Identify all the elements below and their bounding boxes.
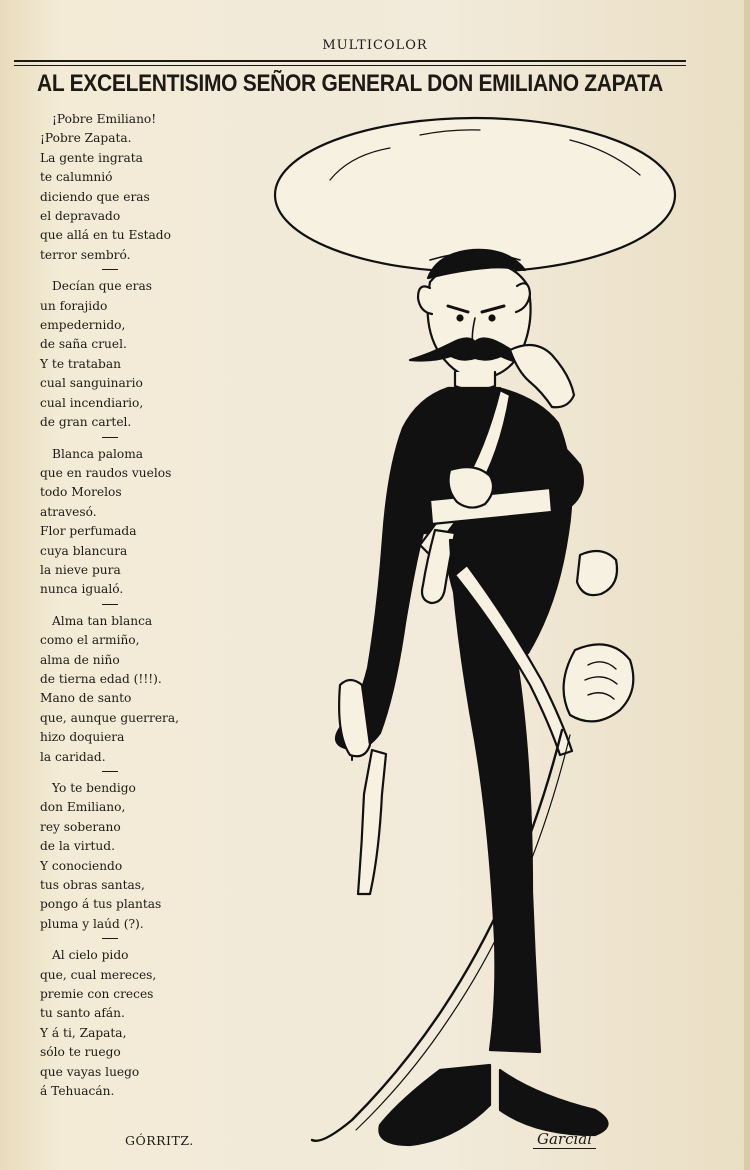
stanza-separator (102, 771, 118, 772)
right-boot (500, 1070, 608, 1135)
stanza-separator (102, 269, 118, 270)
poem-line: te calumnió (40, 170, 113, 185)
poem-line: Decían que eras (52, 279, 152, 294)
stanza-separator (102, 604, 118, 605)
header-rule (14, 60, 686, 62)
poem-line: La gente ingrata (40, 150, 143, 165)
stanza-separator (102, 938, 118, 939)
poem-line: la caridad. (40, 749, 106, 764)
stanza-separator (102, 437, 118, 438)
article-title: AL EXCELENTISIMO SEÑOR GENERAL DON EMILIANO ZAPATA (37, 70, 663, 97)
zapata-caricature-illustration (270, 110, 690, 1160)
left-boot (379, 1065, 490, 1145)
poem-line: cual sanguinario (40, 376, 143, 391)
poem-line: que, cual mereces, (40, 967, 157, 982)
poem-line: de la virtud. (40, 839, 115, 854)
running-header: MULTICOLOR (322, 38, 428, 53)
poem-line: diciendo que eras (40, 189, 150, 204)
poem-line: alma de niño (40, 652, 120, 667)
poem-line: de saña cruel. (40, 337, 127, 352)
poem-line: de tierna edad (!!!). (40, 671, 162, 686)
poem-line: á Tehuacán. (40, 1084, 115, 1099)
poem-stanza (40, 110, 240, 265)
poem-line: nunca igualó. (40, 582, 124, 597)
poem-line: pluma y laúd (?). (40, 916, 144, 931)
poem-line: Mano de santo (40, 691, 132, 706)
poem-line: ¡Pobre Emiliano! (52, 112, 157, 126)
poem-author: GÓRRITZ. (125, 1133, 194, 1148)
poem-line: sólo te ruego (40, 1045, 121, 1060)
sword-hilt (564, 644, 634, 721)
poem-line: Blanca paloma (52, 446, 144, 461)
poem-line: que, aunque guerrera, (40, 710, 180, 725)
revolver (358, 750, 386, 894)
header-rule-thin (14, 65, 686, 66)
poem-line: tus obras santas, (40, 878, 145, 893)
poem-line: don Emiliano, (40, 800, 126, 815)
poem-line: que vayas luego (40, 1064, 140, 1079)
poem-line: Al cielo pido (52, 948, 129, 963)
poem-line: Y á ti, Zapata, (40, 1025, 127, 1040)
poem-stanza (40, 445, 240, 600)
poem-line: que en raudos vuelos (40, 465, 172, 480)
poem-line: cual incendiario, (40, 395, 144, 410)
poem-line: ¡Pobre Zapata. (40, 131, 132, 146)
poem-line: Flor perfumada (40, 524, 137, 539)
poem-line: cuya blancura (40, 543, 128, 558)
poem-stanza (40, 612, 240, 767)
poem-line: Y conociendo (40, 858, 123, 873)
poem-line: como el armiño, (40, 633, 140, 648)
artist-signature: Garcial (533, 1130, 596, 1149)
poem-line: Yo te bendigo (52, 781, 136, 795)
poem-line: Alma tan blanca (52, 613, 153, 628)
poem-stanza (40, 946, 240, 1101)
poem-line: la nieve pura (40, 562, 121, 577)
poem-line: tu santo afán. (40, 1006, 125, 1021)
poem-line: terror sembró. (40, 247, 131, 262)
poem-line: Y te trataban (40, 356, 121, 371)
poem-line: empedernido, (40, 318, 126, 333)
poem-stanza (40, 779, 240, 934)
poem-line: que allá en tu Estado (40, 228, 171, 243)
poem-line: de gran cartel. (40, 415, 132, 430)
page-edge (744, 0, 750, 1170)
poem-stanza (40, 277, 240, 432)
poem (40, 110, 240, 1102)
poem-line: hizo doquiera (40, 730, 125, 745)
poem-line: un forajido (40, 298, 108, 313)
poem-line: el depravado (40, 209, 121, 224)
poem-line: premie con creces (40, 987, 154, 1002)
poem-line: pongo á tus plantas (40, 897, 162, 912)
poem-line: todo Morelos (40, 485, 122, 500)
poem-line: atravesó. (40, 504, 97, 519)
poem-line: rey soberano (40, 819, 121, 834)
